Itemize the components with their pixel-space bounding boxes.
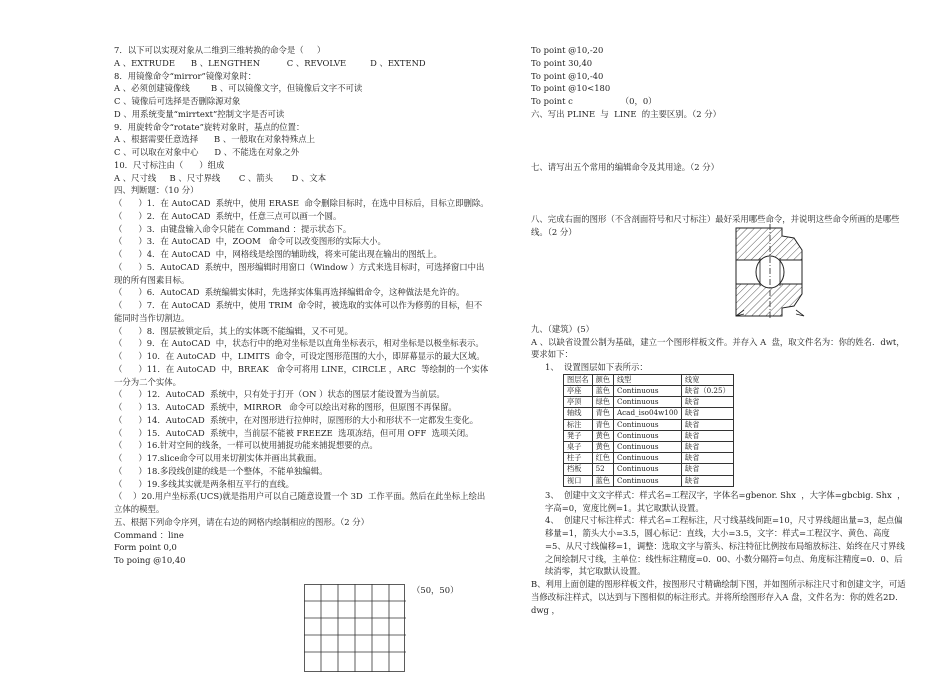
table-cell: 缺省 [682, 397, 734, 408]
left-line: （ ）19.多线其实就是两条相互平行的直线。 [114, 478, 295, 489]
left-line: （ ）12．AutoCAD 系统中，只有处于打开（ON ）状态的图层才能设置为当前层。 [114, 389, 445, 400]
left-line: （ ）6．AutoCAD 系统编辑实体时，先选择实体集再选择编辑命令，这种做法是允许的。 [114, 287, 465, 298]
table-cell: 缺省 [682, 441, 734, 452]
question-9-step-4: 4、 创建尺寸标注样式：样式名=工程标注，尺寸线基线间距=10，尺寸界线超出量=3，起点偏移量=1，箭头大小=3.5，圆心标记：直线，大小=3.5，文字：样式=工程汉字、黄色、高度=5、从尺寸线偏移=1，调整：选取文字与箭头、标注特征比例按布局缩放标注、始终在尺寸界线之间绘制尺寸线，主单位：线性标注精度=0．00、小数分隔符=句点、角度标注精度=0．0、后续消零，其它取默认设置。 [545, 515, 905, 577]
table-cell: 线宽 [682, 374, 734, 385]
table-cell: 缺省 [682, 453, 734, 464]
table-cell: 亭座 [564, 385, 593, 396]
table-cell: 柱子 [564, 453, 593, 464]
left-line: 8．用镜像命令“mirror”镜像对象时： [114, 70, 257, 81]
table-cell: 缺省 [682, 408, 734, 419]
left-line: A 、尺寸线 B 、尺寸界线 C 、箭头 D 、文本 [114, 172, 327, 183]
table-cell: Continuous [613, 419, 681, 430]
table-cell: 青色 [592, 408, 613, 419]
command-sequence [531, 44, 907, 108]
table-cell: 青色 [592, 419, 613, 430]
table-row [564, 430, 734, 441]
table-cell: 绿色 [592, 397, 613, 408]
table-cell: 缺省（0.25） [682, 385, 734, 396]
table-cell: 缺省 [682, 430, 734, 441]
left-line: A 、必须创建镜像线 B 、可以镜像文字，但镜像后文字不可读 [114, 83, 363, 94]
left-line: 7．以下可以实现对象从二维到三维转换的命令是（ ） [114, 45, 326, 55]
left-line: C 、镜像后可选择是否删除源对象 [114, 96, 241, 106]
table-cell: 缺省 [682, 464, 734, 475]
left-line: （ ）9．在 AutoCAD 中，状态行中的绝对坐标是以直角坐标表示，相对坐标是以极坐标表示。 [114, 338, 484, 349]
left-line: （ ）20.用户坐标系(UCS)就是指用户可以自己随意设置一个 3D 工作平面。然后在此坐标上绘出立体的模型。 [114, 491, 486, 514]
table-cell: 线型 [613, 374, 681, 385]
table-cell: Continuous [613, 475, 681, 486]
left-line: （ ）3．由键盘输入命令只能在 Command ：提示状态下。 [114, 223, 352, 234]
left-line: （ ）16.针对空间的线条，一样可以使用捕捉功能来捕捉想要的点。 [114, 440, 378, 451]
right-column [531, 44, 907, 616]
table-cell: 图层名 [564, 374, 593, 385]
left-line: （ ）11．在 AutoCAD 中，BREAK 命令可将用 LINE，CIRCLE ，ARC 等绘制的一个实体一分为二个实体。 [114, 363, 489, 387]
command-line: To point @10,-20 [531, 45, 604, 55]
table-cell: 缺省 [682, 419, 734, 430]
table-cell: 档板 [564, 464, 593, 475]
left-column [114, 44, 490, 567]
table-cell: 颜色 [592, 374, 613, 385]
left-line: （ ）8．图层被锁定后，其上的实体既不能编辑，又不可见。 [114, 325, 354, 336]
left-line: （ ）15．AutoCAD 系统中，当前层不能被 FREEZE 选项冻结，但可用 OFF 选项关闭。 [114, 427, 474, 438]
question-6: 六、写出 PLINE 与 LINE 的主要区别。（2 分） [531, 108, 721, 119]
table-row [564, 441, 734, 452]
table-cell: 亭顶 [564, 397, 593, 408]
command-line: To point c （0，0） [531, 96, 657, 106]
left-line: （ ）2．在 AutoCAD 系统中，任意三点可以画一个圆。 [114, 210, 342, 221]
table-cell: Continuous [613, 430, 681, 441]
table-cell: 标注 [564, 419, 593, 430]
table-row [564, 475, 734, 486]
mechanical-part-figure [730, 224, 812, 324]
grid-coordinate-label: （50，50） [412, 585, 459, 595]
left-line: （ ）18.多段线创建的线是一个整体，不能单独编辑。 [114, 465, 328, 476]
table-row [564, 464, 734, 475]
table-cell: 缺省 [682, 475, 734, 486]
table-cell: 52 [592, 464, 613, 475]
table-row [564, 408, 734, 419]
left-line: （ ）4．在 AutoCAD 中，网格线是绘图的辅助线，将来可能出现在输出的图纸上。 [114, 249, 442, 259]
table-cell: 蓝色 [592, 385, 613, 396]
table-cell: Continuous [613, 397, 681, 408]
table-cell: Continuous [613, 464, 681, 475]
table-cell: 凳子 [564, 430, 593, 441]
left-line: Form point 0,0 [114, 542, 177, 553]
left-line: （ ）7．在 AutoCAD 系统中，使用 TRIM 命令时，被选取的实体可以作为修剪的目标，但不能同时当作切割边。 [114, 300, 483, 323]
question-9-title: 九、（建筑）(5） [531, 323, 595, 334]
question-9-b: B、利用上面创建的图形样板文件，按图形尺寸精确绘制下图，并如图所示标注尺寸和创建文字，可适当修改标注样式，以达到与下图相似的标注形式。并将所绘图形存入A 盘，文件名为：你的姓名2D．dwg ， [531, 579, 906, 615]
left-line: A 、根据需要任意选择 B 、一般取在对象特殊点上 [114, 134, 315, 145]
question-9-a: A 、以缺省设置公制为基础，建立一个图形样板文件。并存入 A 盘，取文件名为：你的姓名．dwt，要求如下： [531, 336, 905, 360]
question-8: 八、完成右面的图形（不含剖面符号和尺寸标注）最好采用哪些命令，并说明这些命令所画的是哪些线。（2 分） [531, 214, 900, 237]
left-line: 四、判断题：（10 分） [114, 185, 199, 196]
left-line: Command ：line [114, 529, 184, 540]
left-line: （ ）5．AutoCAD 系统中，图形编辑时用窗口（Window ）方式来选目标时，可选择窗口中出现的所有图素目标。 [114, 261, 485, 285]
table-cell: 红色 [592, 453, 613, 464]
left-line: （ ）1．在 AutoCAD 系统中，使用 ERASE 命令删除目标时，在选中目标后，目标立即删除。 [114, 198, 489, 208]
question-9-step-3: 3、 创建中文文字样式：样式名=工程汉字，字体名=gbenor. Shx ，大字体=gbcbig. Shx ，字高=0，宽度比例=1。其它取默认设置。 [545, 489, 906, 513]
question-7: 七、请写出五个常用的编辑命令及其用途。（2 分） [531, 161, 720, 172]
table-cell: 桌子 [564, 441, 593, 452]
left-line: A 、EXTRUDE B 、LENGTHEN C 、REVOLVE D 、EXTEND [114, 57, 426, 68]
left-line: C 、可以取在对象中心 D 、不能选在对象之外 [114, 147, 300, 157]
table-cell: Continuous [613, 385, 681, 396]
table-cell: 黄色 [592, 430, 613, 441]
table-row [564, 453, 734, 464]
left-line: To poing @10,40 [114, 555, 186, 565]
table-cell: 黄色 [592, 441, 613, 452]
table-cell: Continuous [613, 441, 681, 452]
table-cell: 轴线 [564, 408, 593, 419]
left-line: （ ）10．在 AutoCAD 中，LIMITS 命令，可设定图形范围的大小，即屏幕显示的最大区域。 [114, 351, 485, 361]
command-line: To point @10<180 [531, 83, 611, 94]
question-9-step-1: 1、 设置图层如下表所示： [545, 362, 648, 372]
layer-table [563, 374, 734, 487]
left-line: （ ）13．AutoCAD 系统中，MIRROR 命令可以绘出对称的图形，但原图不再保留。 [114, 402, 457, 412]
table-cell: 蓝色 [592, 475, 613, 486]
table-row [564, 419, 734, 430]
drawing-grid [304, 584, 406, 676]
command-line: To point 30,40 [531, 57, 593, 68]
left-line: D 、用系统变量“mirrtext”控制文字是否可读 [114, 108, 285, 119]
left-line: （ ）17.slice命令可以用来切割实体并画出其截面。 [114, 453, 322, 463]
command-line: To point @10,-40 [531, 70, 604, 81]
table-row [564, 397, 734, 408]
left-line: 9．用旋转命令“rotate”旋转对象时，基点的位置： [114, 121, 305, 132]
table-cell: 视口 [564, 475, 593, 486]
left-line: （ ）3．在 AutoCAD 中，ZOOM 命令可以改变图形的实际大小。 [114, 236, 386, 247]
table-cell: Acad_iso04w100 [613, 408, 681, 419]
left-line: 10．尺寸标注由（ ）组成 [114, 159, 225, 170]
table-row [564, 385, 734, 396]
table-cell: Continuous [613, 453, 681, 464]
left-line: 五、根据下列命令序列，请在右边的网格内绘制相应的图形。（2 分） [114, 516, 370, 527]
table-header-row [564, 374, 734, 385]
left-line: （ ）14．AutoCAD 系统中，在对图形进行拉伸时，原图形的大小和形状不一定都发生变化。 [114, 414, 479, 425]
